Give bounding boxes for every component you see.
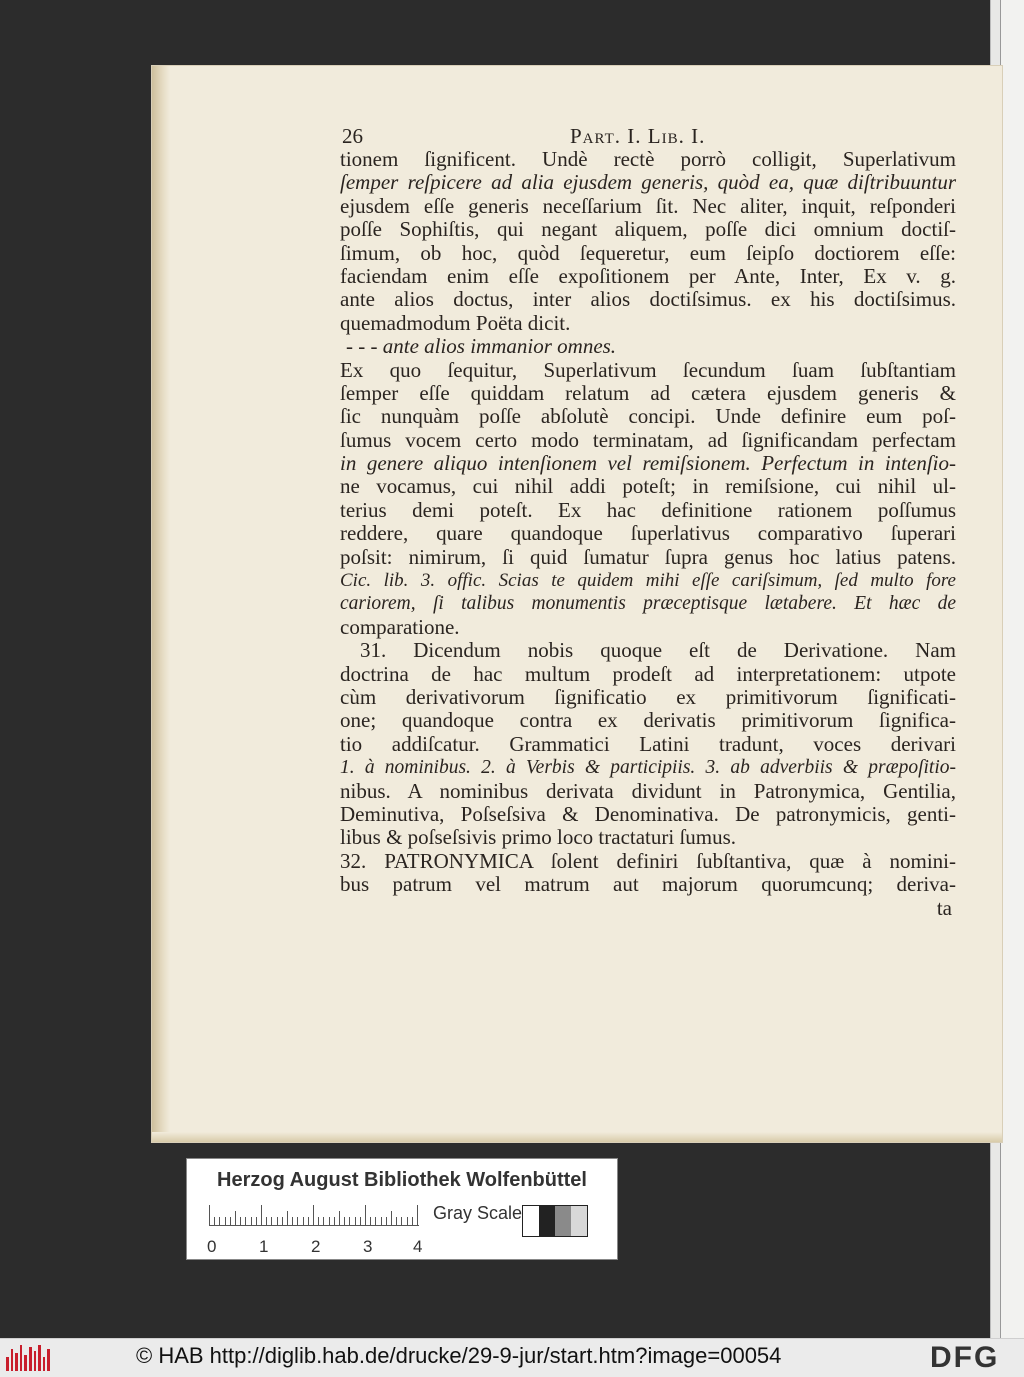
book-page-gutter: [152, 66, 170, 1142]
running-head: Part. I. Lib. I.: [570, 124, 706, 148]
page-body: [340, 148, 956, 920]
text-line: libus & poſseſsivis primo loco tractaturi ſumus.: [340, 825, 737, 850]
ruler-tick: [266, 1217, 267, 1225]
text-line: tionem ſignificent. Undè rectè porrò colligit, Superlativum: [340, 147, 956, 171]
text-line: ſumus vocem certo modo terminatam, ad ſignificandam perfectam: [340, 427, 956, 452]
text-line: cùm derivativorum ſignificatio ex primitivorum ſignificati-: [340, 684, 956, 709]
text-line: Ex quo ſequitur, Superlativum ſecundum ſuam ſubſtantiam: [340, 357, 956, 382]
hab-logo-icon: [6, 1345, 50, 1371]
text-line: nibus. A nominibus derivata dividunt in Patronymica, Gentilia,: [340, 778, 956, 803]
ruler-tick: [297, 1217, 298, 1225]
gray-swatch: [571, 1206, 587, 1236]
text-line: ejusdem eſſe generis neceſſarium ſit. Nec aliter, inquit, reſponderi: [340, 193, 956, 218]
ruler-label: 1: [259, 1237, 269, 1256]
scale-ruler: [209, 1203, 419, 1226]
ruler-tick: [287, 1211, 288, 1225]
ruler-tick: [303, 1217, 304, 1225]
ruler-tick: [323, 1217, 324, 1225]
text-line: bus patrum vel matrum aut majorum quorumcunq; deriva-: [340, 872, 956, 897]
text-line: 31. Dicendum nobis quoque eſt de Derivatione. Nam: [360, 638, 956, 663]
ruler-label: 2: [311, 1237, 321, 1256]
text-line: ſimum, ob hoc, quòd ſequeretur, eum ſeipſo doctiorem eſſe:: [340, 240, 956, 265]
text-line: quemadmodum Poëta dicit.: [340, 310, 571, 335]
scan-edge-right-inner: [1000, 0, 1024, 1338]
footer-bar: [0, 1338, 1024, 1377]
ruler-tick: [318, 1217, 319, 1225]
ruler-tick: [370, 1217, 371, 1225]
text-line: poſsit: nimirum, ſi quid ſumatur ſupra genus hoc latius patens.: [340, 544, 956, 569]
ruler-tick: [329, 1217, 330, 1225]
text-line: ante alios doctus, inter alios doctiſsimus. ex his doctiſsimus.: [340, 287, 956, 312]
ruler-tick: [214, 1217, 215, 1225]
text-line: terius demi poteſt. Ex hac definitione rationem poſſumus: [340, 497, 956, 522]
ruler-tick: [251, 1217, 252, 1225]
text-line: Cic. lib. 3. offic. Scias te quidem mihi eſſe cariſsimum, ſed multo fore: [340, 570, 956, 592]
ruler-tick: [334, 1217, 335, 1225]
ruler-label: 3: [363, 1237, 373, 1256]
page-number: 26: [342, 124, 363, 148]
text-line: ſemper reſpicere ad alia ejusdem generis, quòd ea, quæ diſtribuuntur: [340, 170, 956, 195]
library-name: Herzog August Bibliothek Wolfenbüttel: [217, 1169, 587, 1191]
text-line: cariorem, ſi talibus monumentis præceptisque lætabere. Et hæc de: [340, 593, 956, 615]
ruler-tick: [355, 1217, 356, 1225]
ruler-tick: [360, 1217, 361, 1225]
ruler-tick: [339, 1211, 340, 1225]
ruler-tick: [225, 1217, 226, 1225]
gray-swatch: [555, 1206, 571, 1236]
text-line: in genere aliquo intenſionem vel remiſsionem. Perfectum in intenſio-: [340, 451, 956, 476]
text-line: ſic nunquàm poſſe abſolutè concipi. Unde definire eum poſ-: [340, 404, 956, 429]
gray-swatch: [539, 1206, 555, 1236]
ruler-tick: [386, 1217, 387, 1225]
ruler-tick: [375, 1217, 376, 1225]
ruler-tick: [308, 1217, 309, 1225]
quote-line: - - - ante alios immanior omnes.: [346, 334, 617, 359]
text-line: tio addiſcatur. Grammatici Latini tradunt, voces derivari: [340, 731, 956, 756]
text-line: poſſe Sophiſtis, qui negant aliquem, poſſe dici omnium doctiſ-: [340, 217, 956, 242]
text-line: 1. à nominibus. 2. à Verbis & participiis. 3. ab adverbiis & præpoſitio-: [340, 757, 956, 779]
ruler-tick: [401, 1217, 402, 1225]
ruler-tick: [240, 1217, 241, 1225]
text-line: Deminutiva, Poſseſsiva & Denominativa. De patronymicis, genti-: [340, 801, 956, 826]
library-stamp: [186, 1158, 618, 1260]
gray-scale-label: Gray Scale: [433, 1203, 523, 1223]
gray-swatch: [523, 1206, 539, 1236]
ruler-tick: [313, 1205, 314, 1225]
ruler-tick: [344, 1217, 345, 1225]
ruler-tick: [365, 1205, 366, 1225]
ruler-tick: [396, 1217, 397, 1225]
text-line: 32. PATRONYMICA ſolent definiri ſubſtantiva, quæ à nomini-: [340, 848, 956, 873]
ruler-tick: [235, 1211, 236, 1225]
book-page-bottom-edge: [152, 1132, 1002, 1142]
ruler-label: 0: [207, 1237, 217, 1256]
text-line: faciendam enim eſſe expoſitionem per Ante, Inter, Ex v. g.: [340, 263, 956, 288]
ruler-tick: [230, 1217, 231, 1225]
text-line: one; quandoque contra ex derivatis primitivorum ſignifica-: [340, 708, 956, 733]
ruler-tick: [277, 1217, 278, 1225]
text-line: comparatione.: [340, 614, 460, 639]
ruler-tick: [219, 1217, 220, 1225]
ruler-tick: [282, 1217, 283, 1225]
text-line: doctrina de hac multum prodeſt ad interpretationem: utpote: [340, 661, 956, 686]
ruler-tick: [261, 1205, 262, 1225]
ruler-tick: [417, 1205, 418, 1225]
text-line: ne vocamus, cui nihil addi poteſt; in remiſsione, cui nihil ul-: [340, 474, 956, 499]
ruler-tick: [412, 1217, 413, 1225]
copyright-url[interactable]: © HAB http://diglib.hab.de/drucke/29-9-jur/start.htm?image=00054: [136, 1343, 782, 1368]
dfg-logo: DFG: [930, 1341, 1000, 1374]
catchword: ta: [936, 895, 952, 920]
ruler-tick: [391, 1211, 392, 1225]
gray-scale-swatch: [522, 1205, 588, 1237]
text-line: ſemper eſſe quiddam relatum ad cætera ejusdem generis &: [340, 380, 956, 405]
ruler-label: 4: [413, 1237, 423, 1256]
ruler-tick: [349, 1217, 350, 1225]
ruler-tick: [271, 1217, 272, 1225]
ruler-tick: [381, 1217, 382, 1225]
ruler-tick: [407, 1217, 408, 1225]
page-header: [342, 124, 762, 148]
ruler-tick: [292, 1217, 293, 1225]
ruler-tick: [245, 1217, 246, 1225]
ruler-tick: [256, 1217, 257, 1225]
text-line: reddere, quare quandoque ſuperlativus comparativo ſuperari: [340, 521, 956, 546]
ruler-tick: [209, 1205, 210, 1225]
